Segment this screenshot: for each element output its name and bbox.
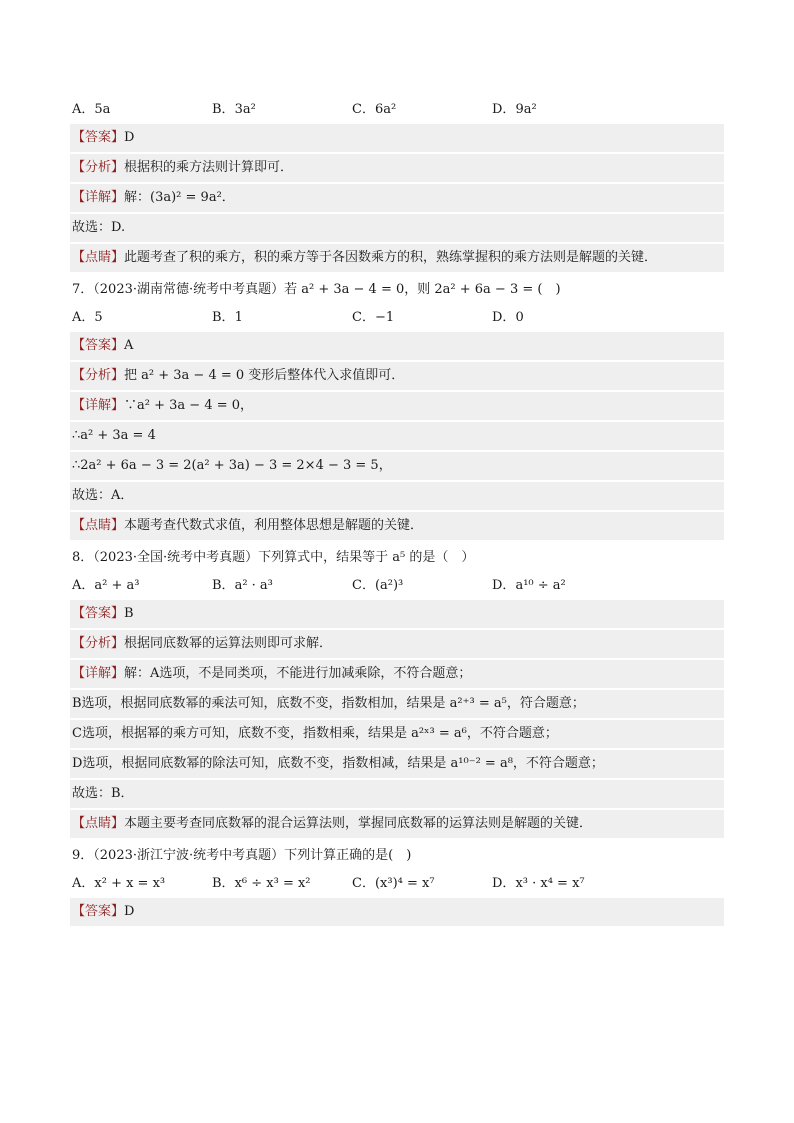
q6-options — [70, 96, 724, 124]
q8-option-b: B．a² · a³ — [212, 578, 273, 593]
q7-stem: 7．（2023·湖南常德·统考中考真题）若 a² + 3a − 4 = 0，则 2a² + 6a − 3 = ( ) — [72, 282, 561, 297]
q7-option-d: D．0 — [492, 310, 524, 325]
q7-options — [70, 304, 724, 332]
q8-b-line: B选项，根据同底数幂的乘法可知，底数不变，指数相加，结果是 a²⁺³ = a⁵，符合题意； — [70, 690, 724, 720]
q9-options — [70, 870, 724, 898]
q7-option-b: B．1 — [212, 310, 243, 325]
q6-answer: 【答案】D — [70, 124, 724, 154]
q8-stem: 8．（2023·全国·统考中考真题）下列算式中，结果等于 a⁵ 的是（ ） — [72, 550, 475, 565]
q9-option-b: B．x⁶ ÷ x³ = x² — [212, 876, 311, 891]
q6-comment: 【点睛】此题考查了积的乘方，积的乘方等于各因数乘方的积，熟练掌握积的乘方法则是解题的关键． — [70, 244, 724, 274]
q7-analysis: 【分析】把 a² + 3a − 4 = 0 变形后整体代入求值即可． — [70, 362, 724, 392]
q9-option-d: D．x³ · x⁴ = x⁷ — [492, 876, 585, 891]
q8-option-a: A．a² + a³ — [72, 578, 140, 593]
q8-d-line: D选项，根据同底数幂的除法可知，底数不变，指数相减，结果是 a¹⁰⁻² = a⁸，不符合题意； — [70, 750, 724, 780]
q8-analysis: 【分析】根据同底数幂的运算法则即可求解． — [70, 630, 724, 660]
q7-step2: ∴a² + 3a = 4 — [70, 422, 724, 452]
q8-detail: 【详解】解：A选项，不是同类项，不能进行加减乘除，不符合题意； — [70, 660, 724, 690]
q8-option-d: D．a¹⁰ ÷ a² — [492, 578, 566, 593]
q8-comment: 【点睛】本题主要考查同底数幂的混合运算法则，掌握同底数幂的运算法则是解题的关键． — [70, 810, 724, 840]
q6-choose: 故选：D. — [70, 214, 724, 244]
q6-detail: 【详解】解：(3a)² = 9a²． — [70, 184, 724, 214]
q9-answer: 【答案】D — [70, 898, 724, 928]
q7-detail: 【详解】∵a² + 3a − 4 = 0， — [70, 392, 724, 422]
q9-option-a: A．x² + x = x³ — [72, 876, 166, 891]
q7-choose: 故选：A． — [70, 482, 724, 512]
q9-option-c: C．(x³)⁴ = x⁷ — [352, 876, 435, 891]
q7-option-a: A．5 — [72, 310, 103, 325]
q6-analysis: 【分析】根据积的乘方法则计算即可． — [70, 154, 724, 184]
q8-choose: 故选：B． — [70, 780, 724, 810]
q8-answer: 【答案】B — [70, 600, 724, 630]
q7-comment: 【点睛】本题考查代数式求值，利用整体思想是解题的关键． — [70, 512, 724, 542]
q8-options — [70, 572, 724, 600]
q6-option-c: C．6a² — [352, 102, 397, 117]
document-page — [70, 96, 724, 928]
q6-option-b: B．3a² — [212, 102, 256, 117]
q8-option-c: C．(a²)³ — [352, 578, 404, 593]
q6-option-d: D．9a² — [492, 102, 537, 117]
q6-option-a: A．5a — [72, 102, 111, 117]
q7-option-c: C．−1 — [352, 310, 395, 325]
q9-stem: 9．（2023·浙江宁波·统考中考真题）下列计算正确的是( ) — [72, 848, 412, 863]
q7-step3: ∴2a² + 6a − 3 = 2(a² + 3a) − 3 = 2×4 − 3 = 5， — [70, 452, 724, 482]
q8-c-line: C选项，根据幂的乘方可知，底数不变，指数相乘，结果是 a²ˣ³ = a⁶，不符合题意； — [70, 720, 724, 750]
q7-answer: 【答案】A — [70, 332, 724, 362]
